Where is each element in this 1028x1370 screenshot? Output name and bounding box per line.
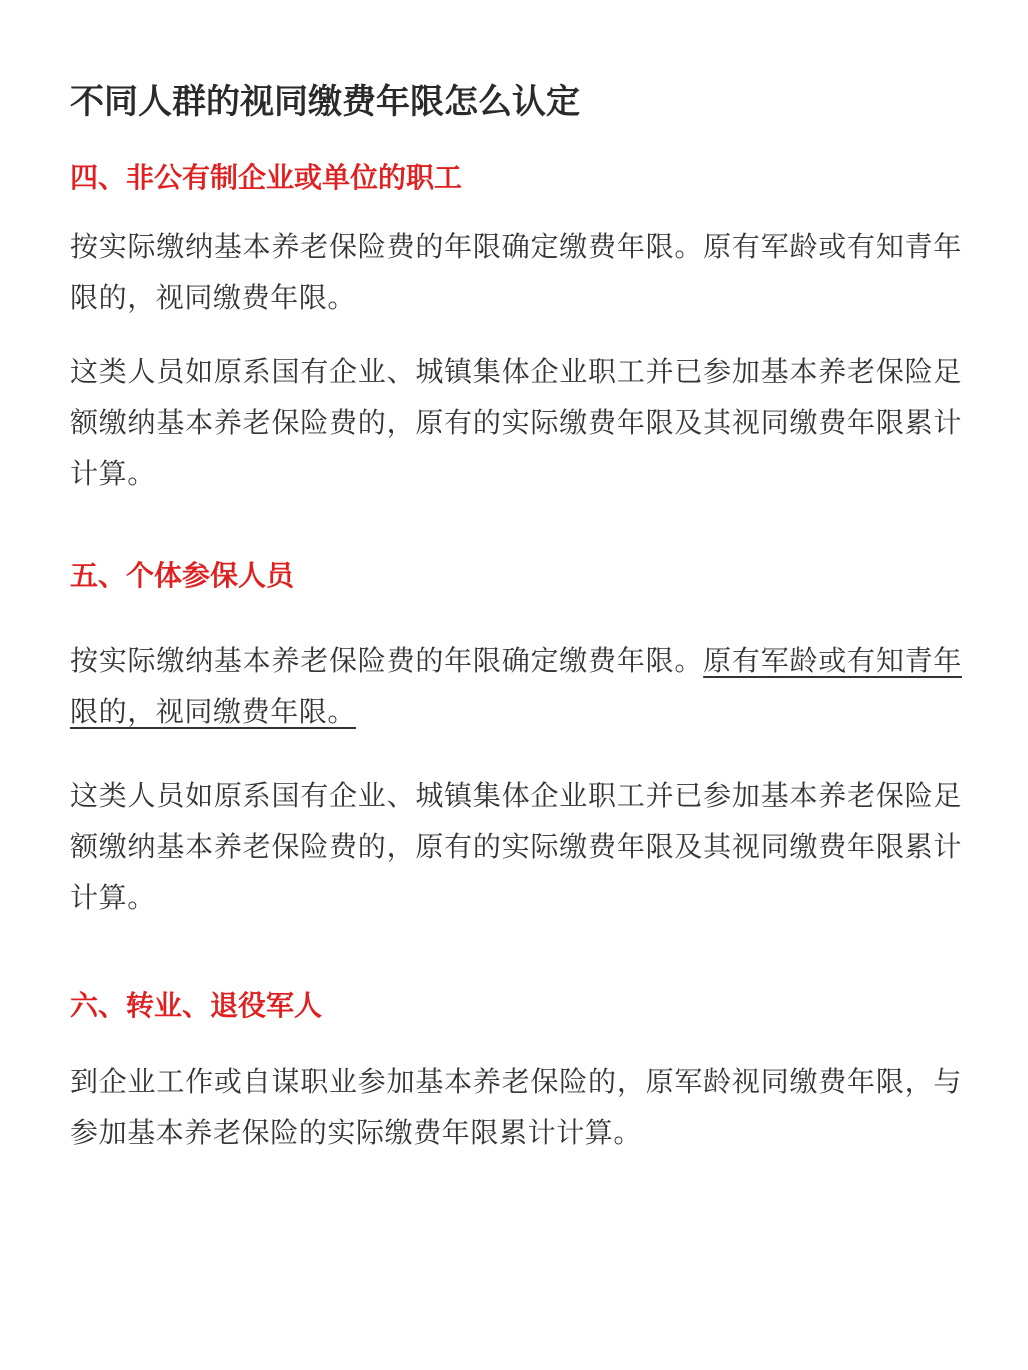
section-heading-4: 四、非公有制企业或单位的职工 <box>70 161 463 194</box>
section-4-paragraph-2: 这类人员如原系国有企业、城镇集体企业职工并已参加基本养老保险足额缴纳基本养老保险费的，原有的实际缴费年限及其视同缴费年限累计计算。 <box>70 355 962 490</box>
section-4-paragraph-1: 按实际缴纳基本养老保险费的年限确定缴费年限。原有军龄或有知青年限的，视同缴费年限。 <box>70 230 962 314</box>
section-5-paragraph-1-plain: 按实际缴纳基本养老保险费的年限确定缴费年限。 <box>70 644 704 677</box>
section-5-paragraph-2: 这类人员如原系国有企业、城镇集体企业职工并已参加基本养老保险足额缴纳基本养老保险费的，原有的实际缴费年限及其视同缴费年限累计计算。 <box>70 779 962 914</box>
section-5-paragraph-1-underlined: 原有军龄或有知青年限的，视同缴费年限。 <box>70 644 962 728</box>
section-heading-6: 六、转业、退役军人 <box>70 989 323 1022</box>
section-5-paragraph-1 <box>70 635 962 737</box>
section-heading-5: 五、个体参保人员 <box>70 559 295 592</box>
section-6-paragraph-1: 到企业工作或自谋职业参加基本养老保险的，原军龄视同缴费年限，与参加基本养老保险的实际缴费年限累计计算。 <box>70 1065 962 1149</box>
page-title: 不同人群的视同缴费年限怎么认定 <box>70 82 580 122</box>
